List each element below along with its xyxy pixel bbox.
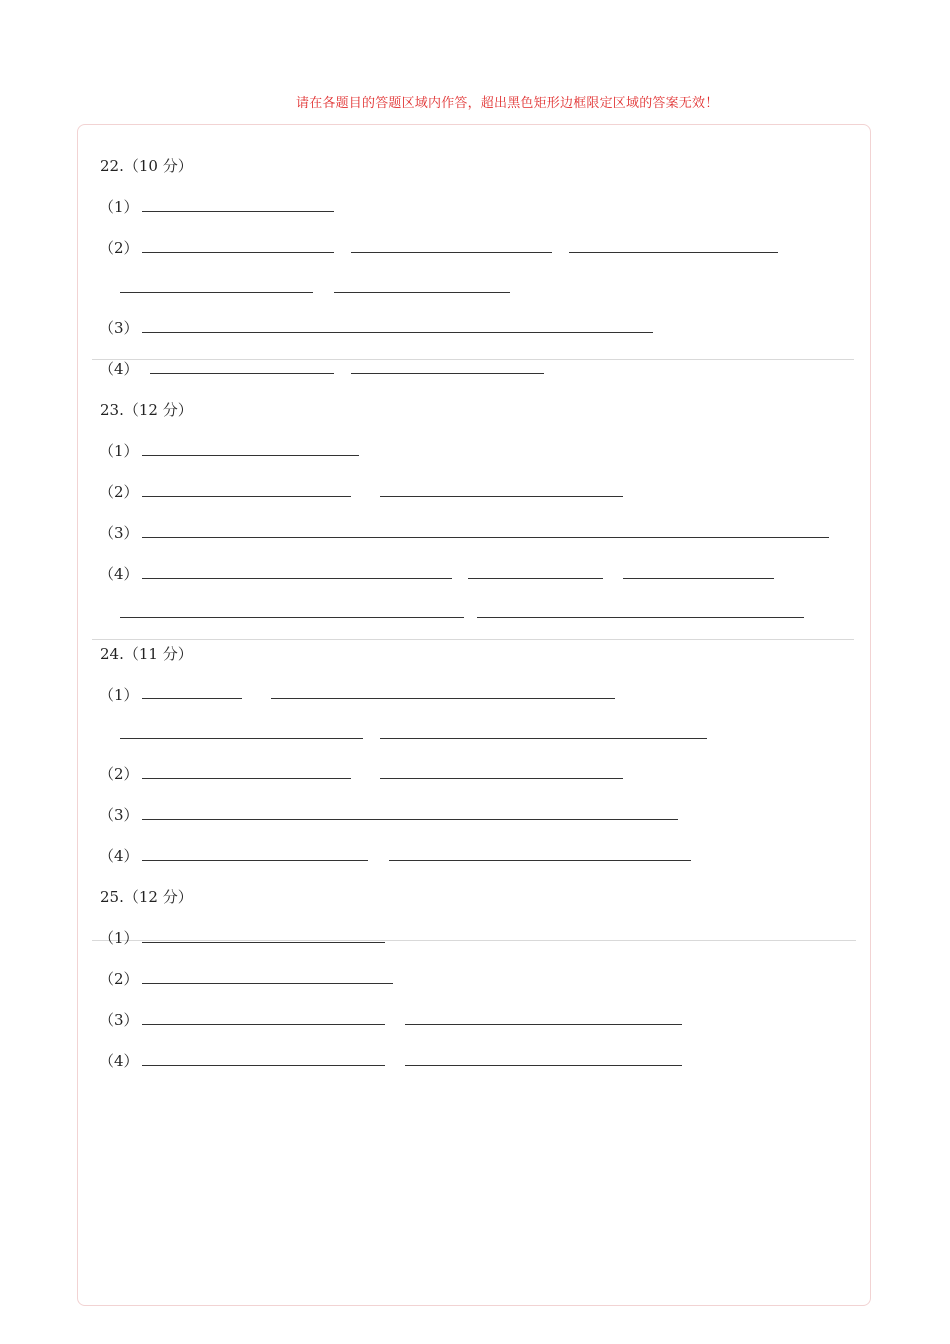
- answer-blank[interactable]: [389, 860, 691, 861]
- answer-blank[interactable]: [334, 292, 510, 293]
- answer-blank[interactable]: [142, 1065, 385, 1066]
- question-22-title: 22.（10 分）: [100, 157, 193, 175]
- answer-blank[interactable]: [351, 373, 544, 374]
- answer-blank[interactable]: [380, 778, 623, 779]
- section-divider: [92, 940, 856, 941]
- answer-blank[interactable]: [142, 252, 334, 253]
- answer-blank[interactable]: [142, 942, 385, 943]
- answer-blank[interactable]: [142, 778, 351, 779]
- answer-blank[interactable]: [120, 738, 363, 739]
- q23-part-3-label: （3）: [99, 524, 139, 542]
- answer-blank[interactable]: [142, 1024, 385, 1025]
- answer-frame: [77, 124, 871, 1306]
- answer-blank[interactable]: [380, 738, 707, 739]
- q25-part-4-label: （4）: [99, 1052, 139, 1070]
- q24-part-4-label: （4）: [99, 847, 139, 865]
- answer-blank[interactable]: [120, 292, 313, 293]
- answer-blank[interactable]: [569, 252, 778, 253]
- q25-part-1-label: （1）: [99, 929, 139, 947]
- answer-blank[interactable]: [142, 496, 351, 497]
- answer-blank[interactable]: [142, 578, 452, 579]
- question-25-title: 25.（12 分）: [100, 888, 193, 906]
- answer-blank[interactable]: [142, 455, 359, 456]
- q22-part-2-label: （2）: [99, 239, 139, 257]
- answer-blank[interactable]: [271, 698, 615, 699]
- answer-blank[interactable]: [150, 373, 334, 374]
- answer-blank[interactable]: [351, 252, 552, 253]
- answer-blank[interactable]: [142, 332, 653, 333]
- answer-blank[interactable]: [142, 698, 242, 699]
- q23-part-4-label: （4）: [99, 565, 139, 583]
- q24-part-1-label: （1）: [99, 686, 139, 704]
- q24-part-3-label: （3）: [99, 806, 139, 824]
- answer-blank[interactable]: [142, 211, 334, 212]
- answer-blank[interactable]: [468, 578, 603, 579]
- question-24-title: 24.（11 分）: [100, 645, 193, 663]
- section-divider: [92, 639, 854, 640]
- q25-part-2-label: （2）: [99, 970, 139, 988]
- question-23-title: 23.（12 分）: [100, 401, 193, 419]
- q22-part-1-label: （1）: [99, 198, 139, 216]
- answer-blank[interactable]: [405, 1065, 682, 1066]
- answer-blank[interactable]: [405, 1024, 682, 1025]
- answer-blank[interactable]: [380, 496, 623, 497]
- answer-area-notice: 请在各题目的答题区域内作答，超出黑色矩形边框限定区域的答案无效！: [296, 96, 719, 111]
- q23-part-1-label: （1）: [99, 442, 139, 460]
- answer-blank[interactable]: [142, 860, 368, 861]
- answer-blank[interactable]: [142, 819, 678, 820]
- q23-part-2-label: （2）: [99, 483, 139, 501]
- section-divider: [92, 359, 854, 360]
- answer-blank[interactable]: [142, 983, 393, 984]
- answer-blank[interactable]: [120, 617, 464, 618]
- answer-blank[interactable]: [142, 537, 829, 538]
- answer-blank[interactable]: [623, 578, 774, 579]
- q25-part-3-label: （3）: [99, 1011, 139, 1029]
- q22-part-4-label: （4）: [99, 360, 139, 378]
- answer-blank[interactable]: [477, 617, 804, 618]
- q22-part-3-label: （3）: [99, 319, 139, 337]
- q24-part-2-label: （2）: [99, 765, 139, 783]
